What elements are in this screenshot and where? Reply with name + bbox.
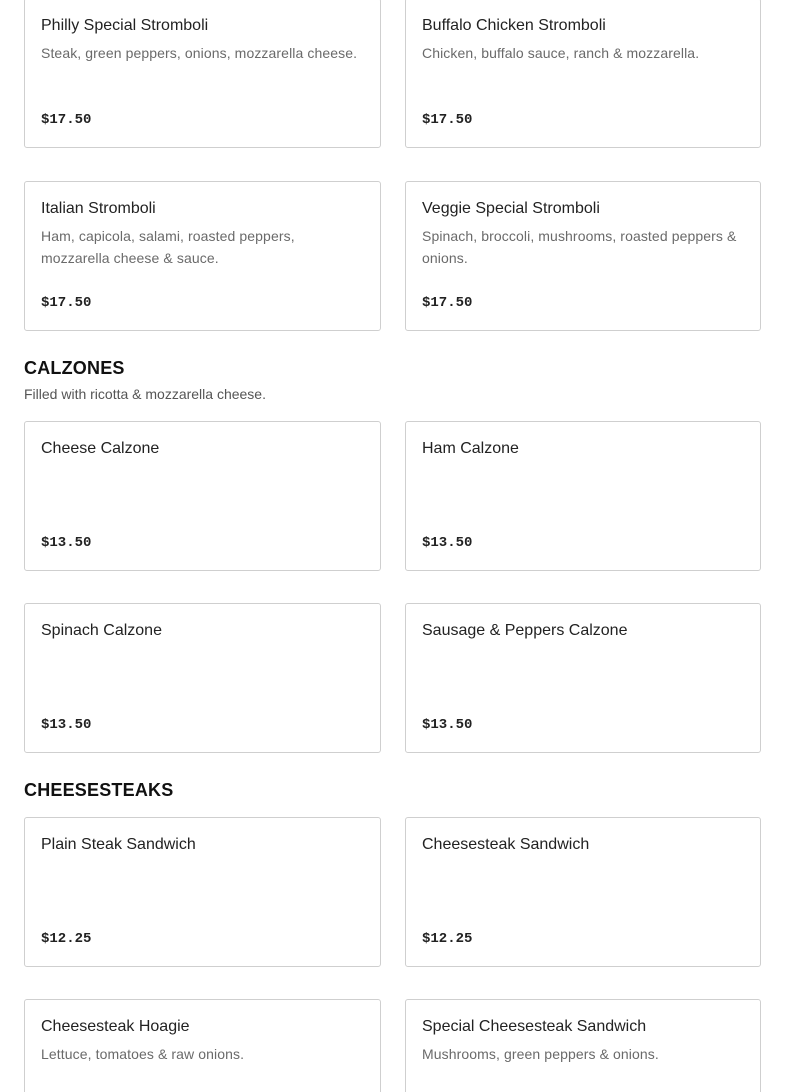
menu-item-name: Philly Special Stromboli: [41, 17, 209, 34]
menu-item-card[interactable]: [24, 999, 381, 1092]
menu-item-price: $13.50: [41, 535, 92, 551]
menu-item-price: $17.50: [422, 295, 473, 311]
menu-item-card[interactable]: [24, 0, 381, 148]
menu-item-card[interactable]: [405, 999, 761, 1092]
menu-item-name: Cheesesteak Sandwich: [422, 836, 590, 853]
menu-item-card[interactable]: [405, 603, 761, 753]
menu-item-price: $17.50: [41, 295, 92, 311]
menu-item-name: Veggie Special Stromboli: [422, 200, 600, 217]
menu-item-card[interactable]: [24, 603, 381, 753]
menu-item-name: Spinach Calzone: [41, 622, 162, 639]
menu-item-name: Sausage & Peppers Calzone: [422, 622, 628, 639]
menu-item-price: $13.50: [422, 717, 473, 733]
menu-item-card[interactable]: [24, 181, 381, 331]
menu-item-price: $12.25: [422, 931, 473, 947]
section-header-calzones: [24, 357, 761, 404]
menu-item-card[interactable]: [24, 817, 381, 967]
menu-item-card[interactable]: [405, 421, 761, 571]
menu-item-name: Ham Calzone: [422, 440, 519, 457]
menu-item-card[interactable]: [405, 181, 761, 331]
menu-item-name: Cheese Calzone: [41, 440, 160, 457]
menu-item-description: Spinach, broccoli, mushrooms, roasted peppers & onions.: [422, 228, 737, 266]
menu-item-price: $12.25: [41, 931, 92, 947]
menu-item-description: Ham, capicola, salami, roasted peppers, mozzarella cheese & sauce.: [41, 228, 295, 266]
section-title: CHEESESTEAKS: [24, 780, 174, 800]
menu-item-card[interactable]: [405, 0, 761, 148]
menu-item-name: Plain Steak Sandwich: [41, 836, 196, 853]
menu-item-name: Special Cheesesteak Sandwich: [422, 1018, 647, 1035]
menu-item-price: $13.50: [41, 717, 92, 733]
menu-item-name: Italian Stromboli: [41, 200, 156, 217]
menu-item-description: Steak, green peppers, onions, mozzarella cheese.: [41, 45, 358, 61]
menu-item-card[interactable]: [405, 817, 761, 967]
menu-item-price: $17.50: [422, 112, 473, 128]
section-header-cheesesteaks: [24, 779, 761, 801]
menu-item-description: Lettuce, tomatoes & raw onions.: [41, 1046, 245, 1062]
menu-item-description: Chicken, buffalo sauce, ranch & mozzarella.: [422, 45, 700, 61]
menu-item-name: Cheesesteak Hoagie: [41, 1018, 190, 1035]
menu-item-price: $13.50: [422, 535, 473, 551]
menu-item-card[interactable]: [24, 421, 381, 571]
section-title: CALZONES: [24, 358, 125, 378]
section-description: Filled with ricotta & mozzarella cheese.: [24, 386, 266, 402]
menu-item-description: Mushrooms, green peppers & onions.: [422, 1046, 659, 1062]
menu-item-name: Buffalo Chicken Stromboli: [422, 17, 606, 34]
menu-item-price: $17.50: [41, 112, 92, 128]
